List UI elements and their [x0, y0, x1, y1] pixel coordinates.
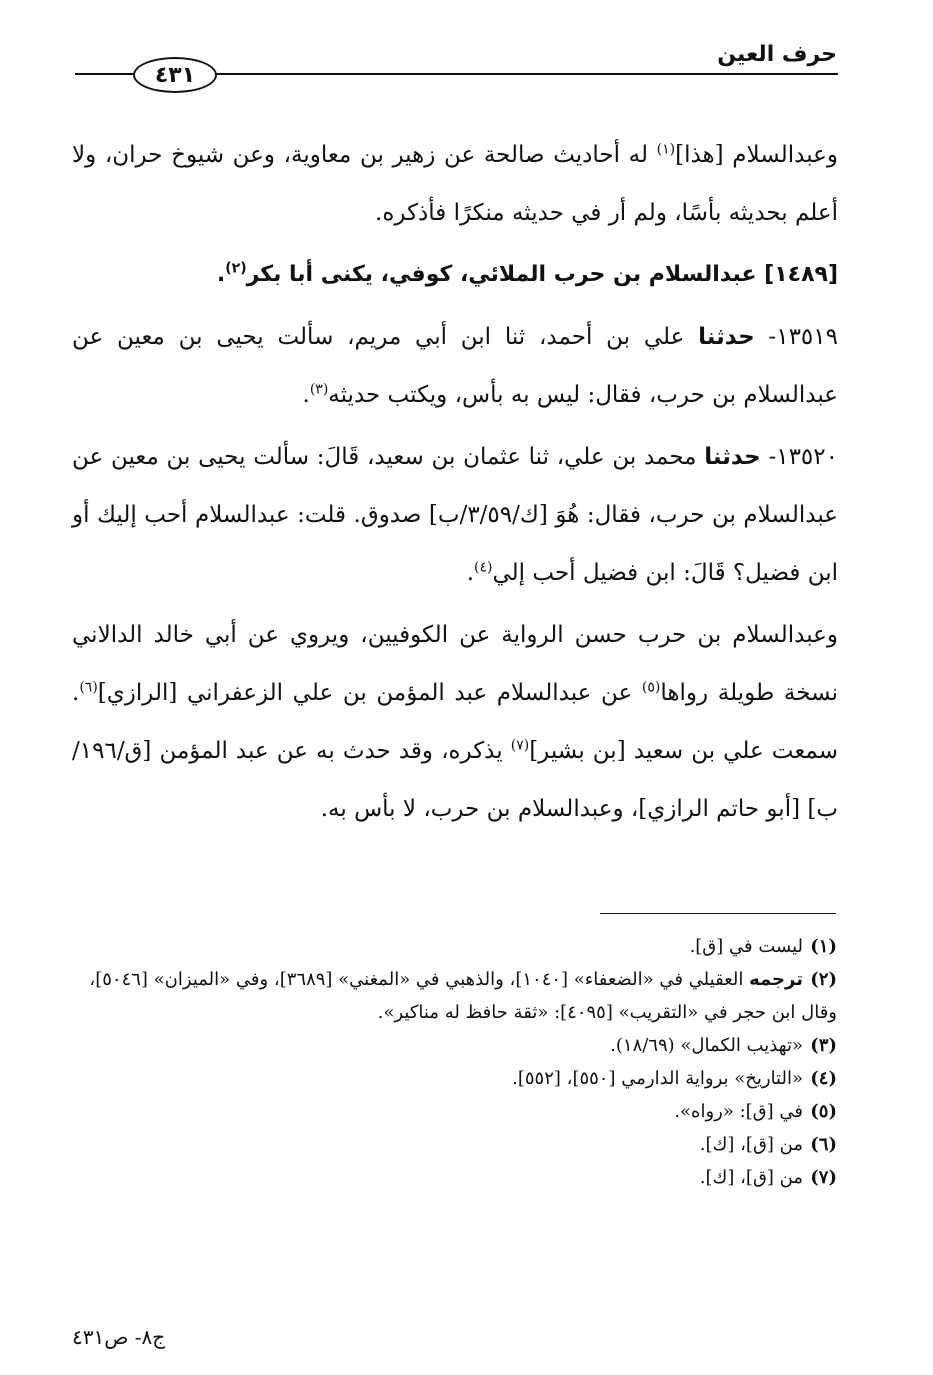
running-header-title: حرف العين: [717, 42, 837, 67]
entry-heading: [١٤٨٩] عبدالسلام بن حرب الملائي، كوفي، يكنى أبا بكر$^{(٢)}$.: [216, 260, 838, 287]
footnote-ref: (١): [656, 141, 676, 158]
footnote-1: (١)ليست في [ق].: [689, 936, 837, 957]
footnote-ref: (٥): [641, 679, 661, 696]
hadith-13519: ١٣٥١٩- حدثنا علي بن أحمد، ثنا ابن أبي مريم، سألت يحيى بن معين عن عبدالسلام بن حرب، فقال: ليس به بأس، ويكتب حديثه$^{(٣)}$.: [72, 324, 838, 408]
footnote-4: (٤)«التاريخ» برواية الدارمي [٥٥٠]، [٥٥٢].: [512, 1068, 837, 1089]
footnote-ref: (٣): [309, 381, 329, 398]
hadith-13520: ١٣٥٢٠- حدثنا محمد بن علي، ثنا عثمان بن سعيد، قَالَ: سألت يحيى بن معين عن عبدالسلام بن حرب، فقال: هُوَ [ك/٣/٥٩/ب] صدوق. قلت: عبدالسلام أحب إليك أو ابن فضيل؟ قَالَ: ابن فضيل أحب إلي$^{(٤)}$.: [72, 444, 839, 586]
footnote-2: (٢)ترجمه العقيلي في «الضعفاء» [١٠٤٠]، والذهبي في «المغني» [٣٦٨٩]، وفي «الميزان» [٥٠٤٦]، وقال ابن حجر في «التقريب» [٤٠٩٥]: «ثقة حافظ له مناكير».: [89, 969, 837, 1023]
page-number: ٤٣١: [154, 62, 196, 88]
paragraph-2: وعبدالسلام بن حرب حسن الرواية عن الكوفيين، ويروي عن أبي خالد الدالاني نسخة طويلة رواها$^{(٥)}$ عن عبدالسلام عبد المؤمن بن علي الزعفراني [الرازي]$^{(٦)}$. سمعت علي بن سعيد [بن بشير]$^{(٧)}$ يذكره، وقد حدث به عن عبد المؤمن [ق/١٩٦/ب] [أبو حاتم الرازي]، وعبدالسلام بن حرب، لا بأس به.: [72, 622, 838, 822]
footnote-3: (٣)«تهذيب الكمال» (١٨/٦٩).: [610, 1035, 837, 1056]
page-number-badge: [133, 57, 217, 93]
footnote-rule: [600, 913, 836, 914]
volume-page-footer: ج٨- ص٤٣١: [72, 1325, 166, 1349]
footnote-ref: (٢): [225, 260, 247, 277]
main-text: [72, 126, 838, 838]
footnote-5: (٥)في [ق]: «رواه».: [674, 1101, 837, 1122]
footnote-ref: (٤): [474, 559, 493, 576]
footnote-7: (٧)من [ق]، [ك].: [699, 1167, 837, 1188]
footnote-ref: (٦): [79, 679, 98, 696]
paragraph-1: وعبدالسلام [هذا]$^{(١)}$ له أحاديث صالحة عن زهير بن معاوية، وعن شيوخ حران، ولا أعلم بحديثه بأسًا، ولم أر في حديثه منكرًا فأذكره.: [72, 141, 838, 226]
footnote-6: (٦)من [ق]، [ك].: [699, 1134, 837, 1155]
footnotes: [70, 930, 837, 1194]
footnote-ref: (٧): [510, 737, 530, 754]
